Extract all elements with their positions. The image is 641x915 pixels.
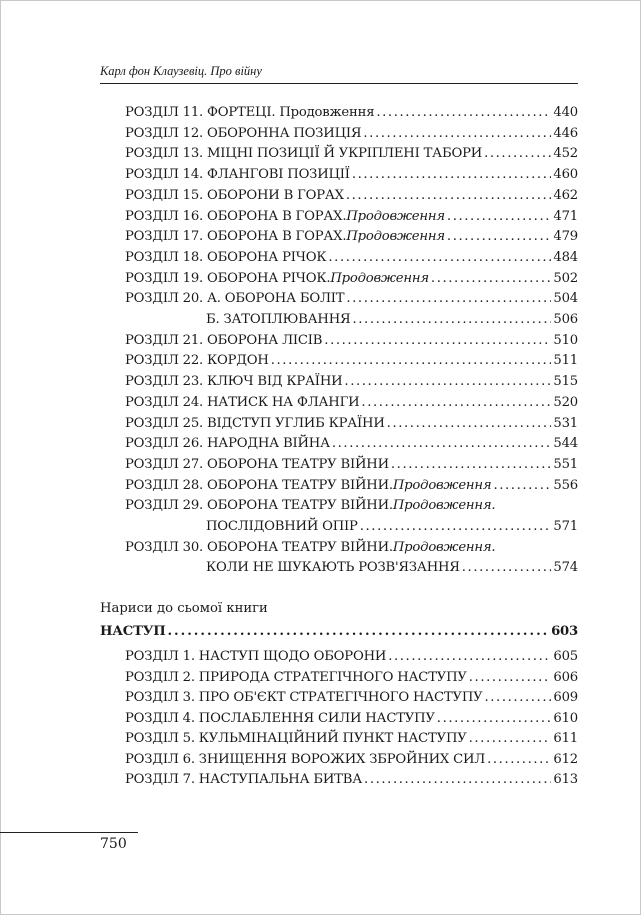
toc-entry-title: РОЗДІЛ 26. НАРОДНА ВІЙНА (125, 436, 330, 452)
toc-entry-subtitle: Продовження (330, 270, 429, 286)
dot-leader (324, 332, 551, 350)
toc-entry-title: РОЗДІЛ 1. НАСТУП ЩОДО ОБОРОНИ (125, 649, 387, 664)
toc-part-title: НАСТУП (100, 624, 166, 639)
dot-leader (360, 518, 552, 536)
dot-leader (376, 104, 551, 122)
toc-entry-page: 606 (553, 669, 578, 685)
dot-leader (447, 228, 552, 246)
header-rule (100, 83, 578, 84)
toc-entry-title: РОЗДІЛ 13. МІЦНІ ПОЗИЦІЇ Й УКРІПЛЕНІ ТАБОРИ (125, 146, 483, 162)
toc-entry[interactable] (125, 187, 578, 205)
dot-leader (271, 352, 552, 370)
toc-entry[interactable] (125, 145, 578, 163)
toc-entry-subtitle: Продовження (346, 208, 445, 224)
dot-leader (487, 751, 551, 769)
toc-entry-subtitle: Продовження. (392, 539, 496, 555)
dot-leader (346, 187, 552, 205)
toc-entry[interactable] (125, 249, 578, 267)
toc-entry-page: 520 (553, 394, 578, 410)
toc-entry-page: 484 (553, 249, 578, 265)
toc-entry-title: РОЗДІЛ 28. ОБОРОНА ТЕАТРУ ВІЙНИ. (125, 477, 393, 493)
toc-entry-page: 544 (553, 436, 578, 452)
toc-entry[interactable] (125, 730, 578, 748)
toc-entry-page: 613 (553, 772, 578, 787)
running-head: Карл фон Клаузевіц. Про війну (100, 64, 262, 78)
toc-entry-title: РОЗДІЛ 24. НАТИСК НА ФЛАНГИ (125, 394, 360, 410)
toc-entry[interactable] (125, 497, 495, 515)
dot-leader (361, 394, 551, 412)
toc-entry-page: 452 (553, 146, 578, 162)
toc-entry[interactable] (206, 518, 578, 536)
toc-entry-page: 510 (553, 332, 578, 348)
toc-entry-title: РОЗДІЛ 11. ФОРТЕЦІ. Продовження (125, 105, 375, 120)
toc-entry-subtitle: Продовження. (392, 498, 496, 514)
toc-entry-page: 571 (553, 519, 578, 534)
toc-entry-page: 440 (553, 105, 578, 120)
dot-leader (328, 249, 551, 267)
toc-entry-title: РОЗДІЛ 6. ЗНИЩЕННЯ ВОРОЖИХ ЗБРОЙНИХ СИЛ (125, 751, 486, 767)
toc-entry-page: 479 (553, 229, 578, 245)
footer-rule (0, 832, 138, 833)
dot-leader (469, 730, 552, 748)
toc-entry[interactable] (125, 648, 578, 666)
toc-entry-title: РОЗДІЛ 15. ОБОРОНИ В ГОРАХ (125, 187, 344, 203)
dot-leader (469, 669, 552, 687)
toc-entry-page: 611 (553, 731, 578, 746)
toc-entry[interactable] (125, 290, 578, 308)
toc-entry-page: 506 (553, 312, 578, 327)
toc-entry-page: 515 (553, 374, 578, 390)
toc-entry-subtitle: Продовження (346, 229, 445, 245)
toc-entry[interactable] (125, 125, 578, 143)
dot-leader (484, 145, 551, 163)
toc-entry-page: 609 (553, 690, 578, 705)
toc-entry[interactable] (125, 771, 578, 789)
toc-entry-title: РОЗДІЛ 20. А. ОБОРОНА БОЛІТ (125, 291, 345, 307)
toc-entry-title: РОЗДІЛ 3. ПРО ОБ'ЄКТ СТРАТЕГІЧНОГО НАСТУПУ (125, 690, 483, 705)
dot-leader (447, 208, 552, 226)
toc-entry-page: 531 (553, 415, 578, 431)
toc-entry[interactable] (125, 435, 578, 453)
toc-entry-title: РОЗДІЛ 2. ПРИРОДА СТРАТЕГІЧНОГО НАСТУПУ (125, 669, 467, 685)
dot-leader (363, 125, 551, 143)
toc-entry-page: 462 (553, 187, 578, 203)
toc-entry-page: 574 (553, 560, 578, 576)
toc-entry-title: РОЗДІЛ 25. ВІДСТУП УГЛИБ КРАЇНИ (125, 415, 385, 431)
dot-leader (364, 771, 551, 789)
toc-entry[interactable] (125, 456, 578, 474)
toc-entry-page: 511 (553, 353, 578, 369)
toc-entry-title: РОЗДІЛ 12. ОБОРОННА ПОЗИЦІЯ (125, 125, 362, 141)
toc-entry-page: 556 (553, 477, 578, 493)
toc-entry-page: 551 (553, 456, 578, 472)
toc-entry-title: РОЗДІЛ 4. ПОСЛАБЛЕННЯ СИЛИ НАСТУПУ (125, 710, 435, 726)
dot-leader (484, 689, 551, 707)
toc-entry[interactable] (125, 539, 495, 557)
toc-entry-title: РОЗДІЛ 14. ФЛАНГОВІ ПОЗИЦІЇ (125, 167, 350, 183)
toc-entry[interactable] (125, 415, 578, 433)
toc-entry[interactable] (125, 208, 578, 226)
toc-entry[interactable] (125, 751, 578, 769)
toc-entry[interactable] (206, 311, 578, 329)
toc-entry-subtitle: Продовження (392, 477, 492, 493)
page-number: 750 (100, 836, 127, 852)
toc-entry-page: 504 (553, 291, 578, 307)
toc-entry[interactable] (125, 352, 578, 370)
toc-entry-title: РОЗДІЛ 27. ОБОРОНА ТЕАТРУ ВІЙНИ (125, 456, 389, 472)
toc-entry-page: 471 (553, 208, 578, 224)
toc-entry-title: РОЗДІЛ 23. КЛЮЧ ВІД КРАЇНИ (125, 374, 343, 390)
toc-entry[interactable] (125, 104, 578, 122)
section-title: Нариси до сьомої книги (100, 601, 268, 616)
toc-entry-title: РОЗДІЛ 17. ОБОРОНА В ГОРАХ. (125, 229, 347, 245)
toc-entry[interactable] (125, 477, 578, 495)
dot-leader (346, 290, 551, 308)
toc-entry[interactable] (206, 559, 578, 577)
dot-leader (352, 311, 551, 329)
dot-leader (391, 456, 552, 474)
toc-entry[interactable] (125, 394, 578, 412)
toc-entry-title: РОЗДІЛ 18. ОБОРОНА РІЧОК (125, 249, 327, 265)
toc-entry[interactable] (125, 166, 578, 184)
toc-entry-page: 460 (553, 167, 578, 183)
toc-entry-title: РОЗДІЛ 7. НАСТУПАЛЬНА БИТВА (125, 772, 363, 787)
toc-entry-title: РОЗДІЛ 5. КУЛЬМІНАЦІЙНИЙ ПУНКТ НАСТУПУ (125, 731, 467, 746)
toc-entry-title: РОЗДІЛ 19. ОБОРОНА РІЧОК. (125, 270, 331, 286)
toc-entry-page: 605 (553, 649, 578, 664)
toc-part-entry[interactable] (100, 623, 578, 641)
dot-leader (388, 648, 551, 666)
dot-leader (167, 623, 549, 641)
toc-entry[interactable] (125, 689, 578, 707)
toc-entry-title: РОЗДІЛ 30. ОБОРОНА ТЕАТРУ ВІЙНИ. (125, 539, 393, 555)
toc-entry[interactable] (125, 373, 578, 391)
toc-part-page: 603 (551, 624, 578, 639)
dot-leader (344, 373, 551, 391)
toc-entry-page: 502 (553, 270, 578, 286)
toc-entry-title: КОЛИ НЕ ШУКАЮТЬ РОЗВ'ЯЗАННЯ (206, 560, 460, 576)
toc-entry[interactable] (125, 332, 578, 350)
dot-leader (431, 270, 552, 288)
dot-leader (437, 710, 552, 728)
toc-entry-page: 612 (553, 751, 578, 767)
dot-leader (352, 166, 552, 184)
toc-entry-title: РОЗДІЛ 16. ОБОРОНА В ГОРАХ. (125, 208, 347, 224)
toc-entry[interactable] (125, 710, 578, 728)
dot-leader (493, 477, 551, 495)
toc-entry-title: Б. ЗАТОПЛЮВАННЯ (206, 312, 351, 327)
toc-entry[interactable] (125, 270, 578, 288)
dot-leader (462, 559, 552, 577)
toc-entry-title: РОЗДІЛ 22. КОРДОН (125, 353, 269, 369)
toc-entry-title: РОЗДІЛ 29. ОБОРОНА ТЕАТРУ ВІЙНИ. (125, 498, 393, 514)
toc-entry-title: РОЗДІЛ 21. ОБОРОНА ЛІСІВ (125, 332, 323, 348)
dot-leader (332, 435, 552, 453)
dot-leader (387, 415, 552, 433)
toc-entry-page: 446 (553, 125, 578, 141)
toc-entry-title: ПОСЛІДОВНИЙ ОПІР (206, 519, 358, 534)
toc-entry-page: 610 (553, 710, 578, 726)
toc-entry[interactable] (125, 669, 578, 687)
toc-entry[interactable] (125, 228, 578, 246)
